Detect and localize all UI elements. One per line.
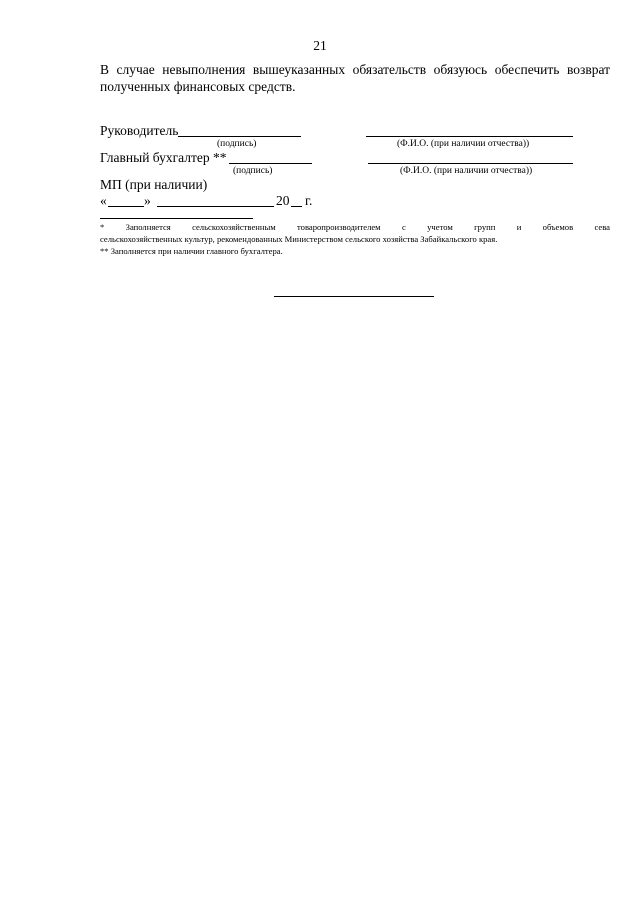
accountant-name-caption: (Ф.И.О. (при наличии отчества)) (400, 166, 533, 176)
footnote-1-line-1: * Заполняется сельскохозяйственным товаропроизводителем с учетом групп и объемов сева (100, 222, 610, 232)
stamp-label: МП (при наличии) (100, 177, 208, 192)
head-name-line (366, 136, 573, 137)
date-year-line (291, 206, 302, 207)
date-month-line (157, 206, 274, 207)
footnote-2: ** Заполняется при наличии главного бухгалтера. (100, 246, 283, 256)
accountant-signature-line (229, 163, 312, 164)
footnote-separator (100, 218, 253, 219)
date-year-prefix: 20 (276, 193, 290, 208)
accountant-label: Главный бухгалтер ** (100, 150, 227, 165)
date-year-suffix: г. (305, 193, 313, 208)
date-day-line (108, 206, 144, 207)
head-signature-caption: (подпись) (217, 139, 257, 149)
accountant-signature-caption: (подпись) (233, 166, 273, 176)
closing-rule (274, 296, 434, 297)
head-label: Руководитель (100, 123, 179, 138)
date-close-quote: » (144, 193, 151, 208)
intro-line-1: В случае невыполнения вышеуказанных обязательств обязуюсь обеспечить возврат (100, 62, 610, 77)
intro-line-2: полученных финансовых средств. (100, 79, 296, 94)
footnote-1-line-2: сельскохозяйственных культур, рекомендованных Министерством сельского хозяйства Забайкальского края. (100, 234, 498, 244)
date-open-quote: « (100, 193, 107, 208)
head-name-caption: (Ф.И.О. (при наличии отчества)) (397, 139, 530, 149)
accountant-name-line (368, 163, 573, 164)
page-number: 21 (313, 38, 327, 53)
head-signature-line (178, 136, 301, 137)
